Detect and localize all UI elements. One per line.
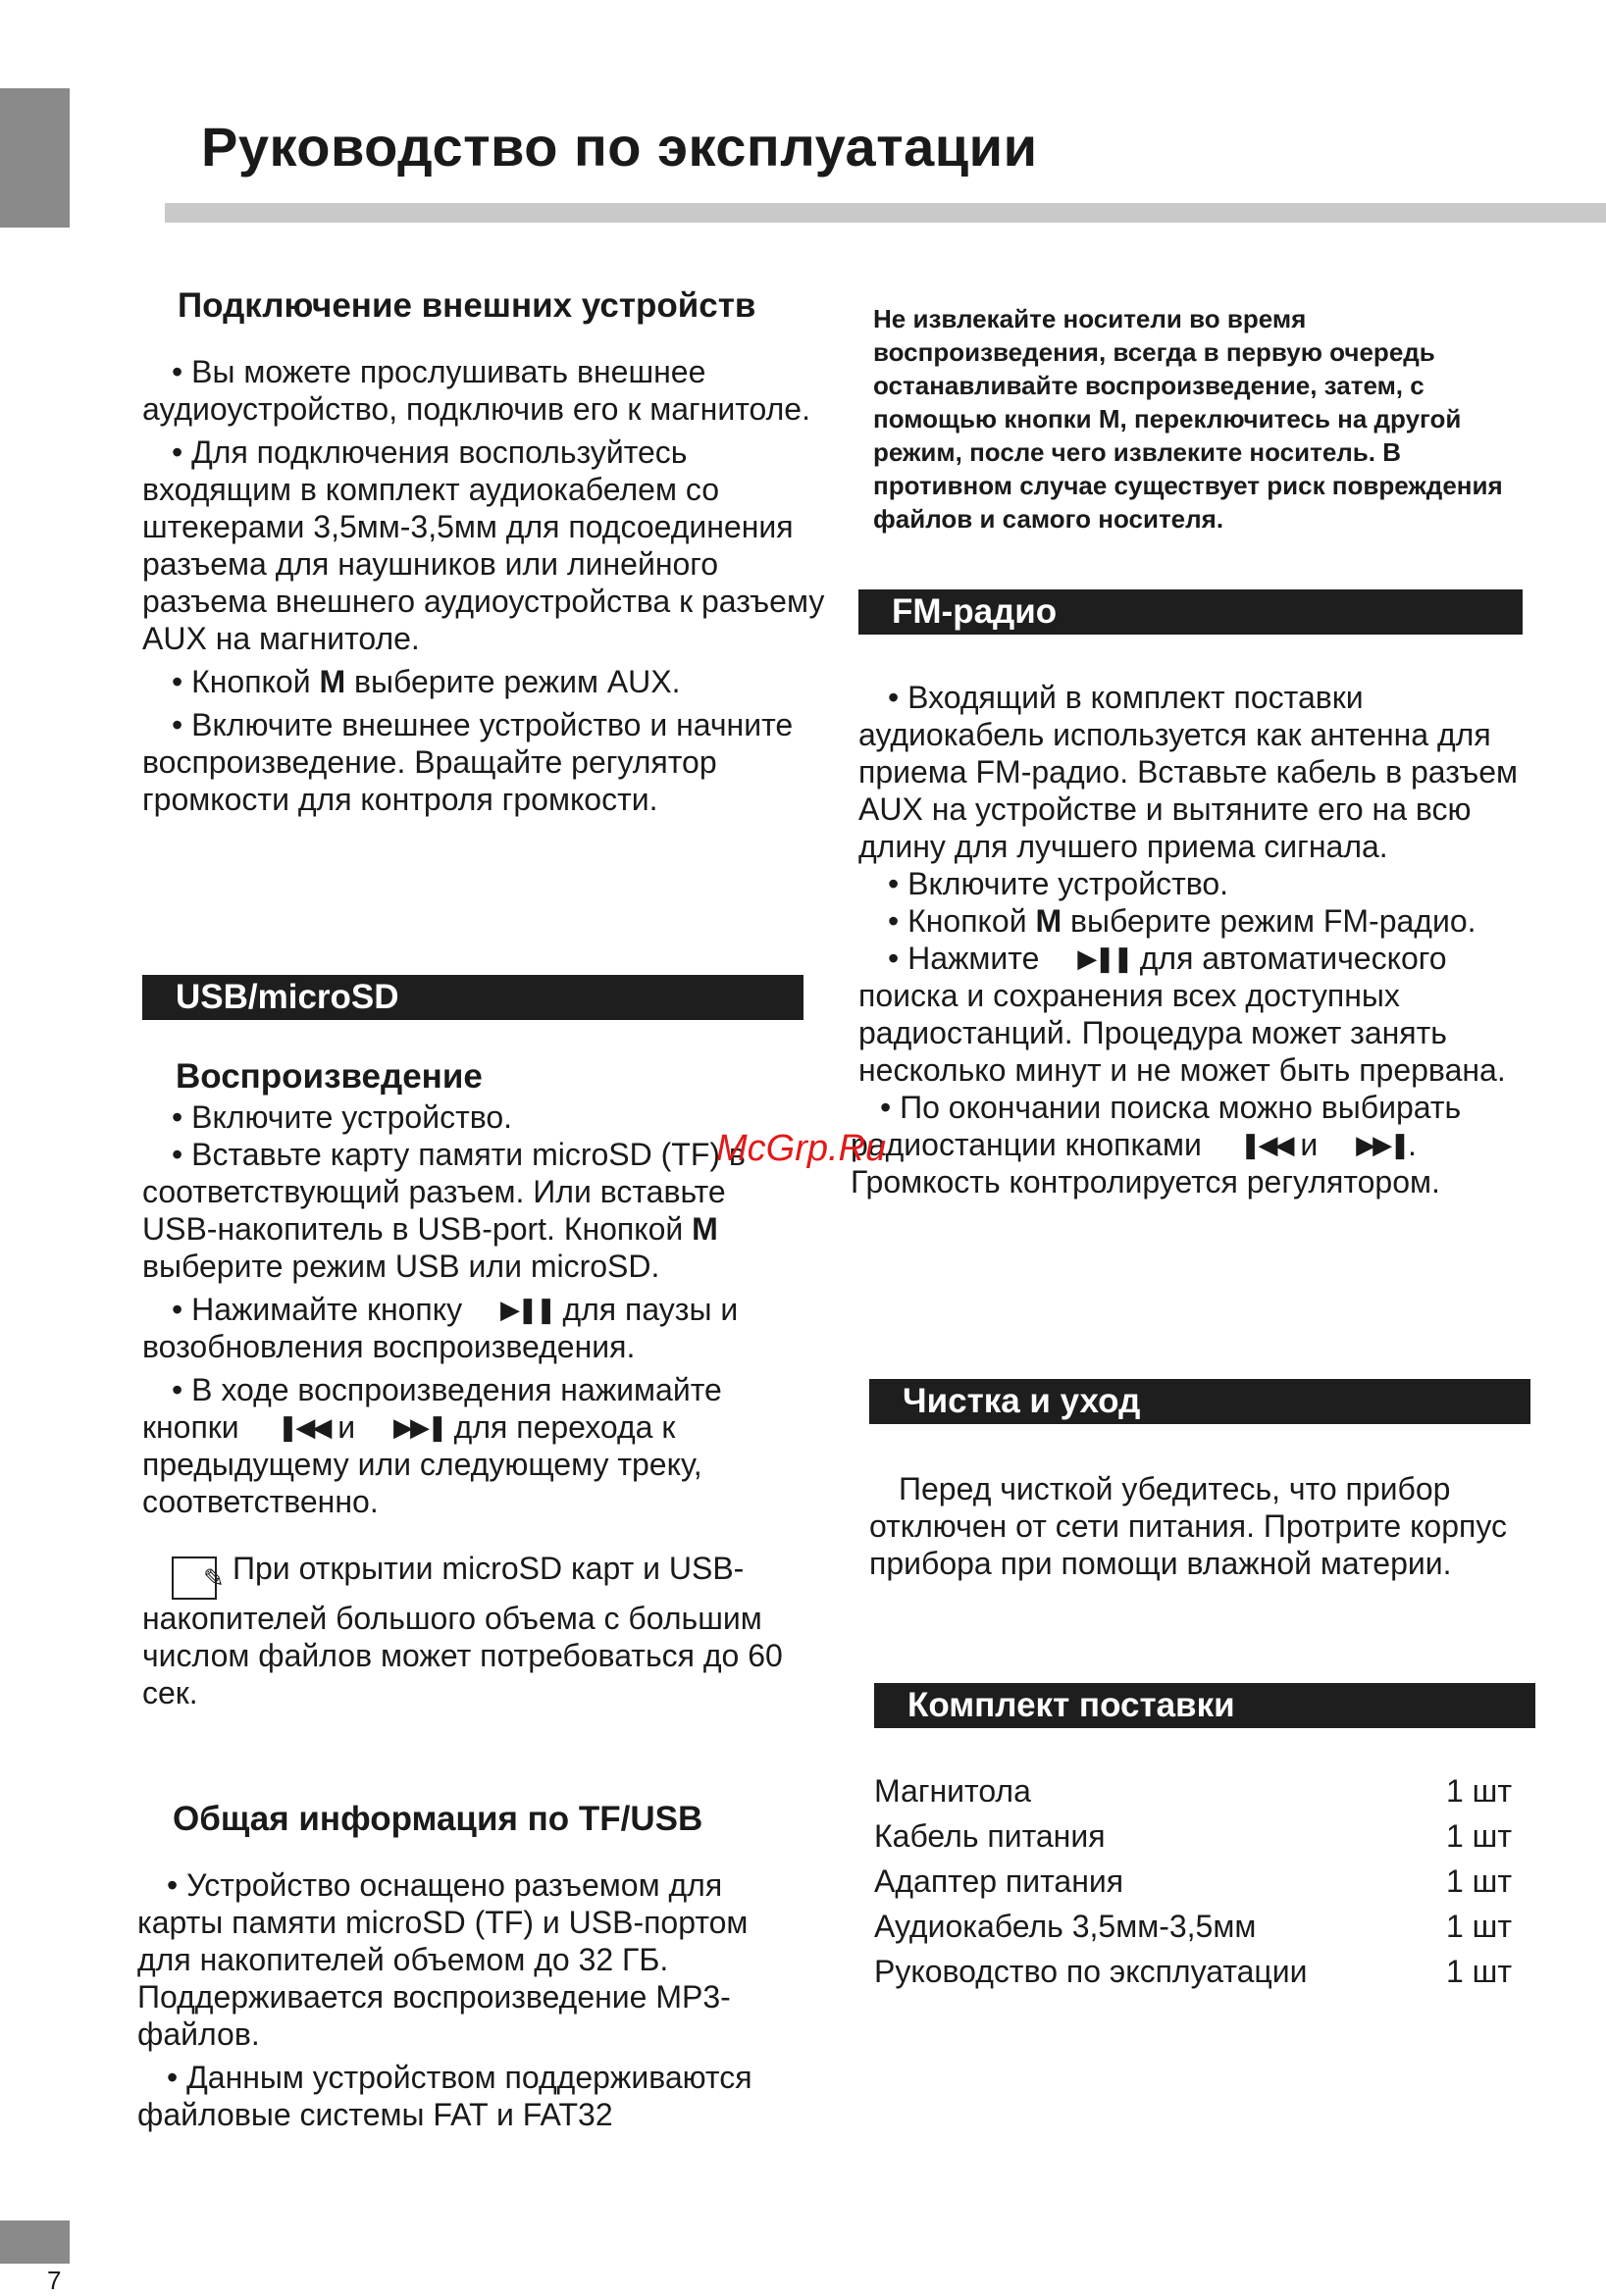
usb-section-bar: USB/microSD	[142, 975, 803, 1020]
kit-item-qty: 1 шт	[1445, 1862, 1512, 1899]
watermark: McGrp.Ru	[716, 1128, 887, 1169]
kit-item-name: Кабель питания	[874, 1817, 1106, 1854]
aux-paragraph-1: • Вы можете прослушивать внешнее аудиоустройство, подключив его к магнитоле.	[142, 354, 810, 427]
fm-paragraph-2: • Включите устройство.	[888, 866, 1229, 901]
kit-section-bar: Комплект поставки	[874, 1683, 1535, 1728]
page-tab-top	[0, 88, 70, 228]
m-key: M	[692, 1211, 718, 1247]
tf-paragraph-2: • Данным устройством поддерживаются файловые системы FAT и FAT32	[137, 2060, 752, 2132]
usb-note: ✎ При открытии microSD карт и USB-накопителей большого объема с большим числом файлов может потребоваться до 60 сек.	[142, 1551, 783, 1710]
tf-section	[137, 1800, 804, 2139]
fm-paragraph-3: • Кнопкой M выберите режим FM-радио.	[888, 903, 1476, 939]
usb-section	[142, 1057, 809, 1717]
kit-item-qty: 1 шт	[1445, 1772, 1512, 1809]
aux-paragraph-4: • Включите внешнее устройство и начните воспроизведение. Вращайте регулятор громкости для контроля громкости.	[142, 707, 794, 817]
pencil-icon: ✎	[172, 1556, 217, 1600]
playback-heading: Воспроизведение	[176, 1057, 483, 1096]
play-pause-icon: ▶❚❚	[499, 1295, 554, 1324]
aux-heading: Подключение внешних устройств	[178, 286, 756, 325]
tf-paragraph-1: • Устройство оснащено разъемом для карты памяти microSD (TF) и USB-портом для накопителей объемом до 32 ГБ. Поддерживается воспроизведение MP3-файлов.	[137, 1867, 749, 2052]
page-tab-bottom	[0, 2220, 70, 2264]
kit-row	[874, 1949, 1512, 1994]
aux-section	[142, 286, 829, 824]
fm-paragraph-4: • Нажмите ▶❚❚ для автоматического поиска и сохранения всех доступных радиостанций. Процедура может занять несколько минут и не может быть прервана.	[858, 941, 1506, 1088]
previous-track-icon: ❚◀◀	[277, 1412, 330, 1442]
next-track-icon: ▶▶❚	[1356, 1130, 1408, 1159]
m-key: M	[319, 664, 346, 699]
kit-row	[874, 1813, 1512, 1859]
kit-row	[874, 1859, 1512, 1904]
kit-row	[874, 1768, 1512, 1813]
page-title: Руководство по эксплуатации	[201, 116, 1038, 178]
page-number: 7	[47, 2266, 62, 2295]
fm-section	[851, 679, 1545, 1206]
kit-item-qty: 1 шт	[1445, 1953, 1512, 1989]
fm-paragraph-1: • Входящий в комплект поставки аудиокабель используется как антенна для приема FM-радио. Вставьте кабель в разъем AUX на устройстве и вытяните его на всю длину для лучшего приема сигнала.	[858, 680, 1518, 864]
kit-item-name: Магнитола	[874, 1772, 1031, 1809]
kit-item-name: Аудиокабель 3,5мм-3,5мм	[874, 1908, 1257, 1944]
aux-paragraph-3: • Кнопкой M выберите режим AUX.	[172, 664, 681, 699]
aux-paragraph-2: • Для подключения воспользуйтесь входящим в комплект аудиокабелем со штекерами 3,5мм-3,5мм для подсоединения разъема для наушников или линейного разъема внешнего аудиоустройства к разъему AUX на магнитоле.	[142, 434, 825, 656]
kit-item-qty: 1 шт	[1445, 1908, 1512, 1944]
previous-track-icon: ❚◀◀	[1239, 1130, 1292, 1159]
next-track-icon: ▶▶❚	[393, 1412, 445, 1442]
usb-paragraph-4: • В ходе воспроизведения нажимайте кнопки ❚◀◀ и ▶▶❚ для перехода к предыдущему или следующему треку, соответственно.	[142, 1372, 722, 1519]
play-pause-icon: ▶❚❚	[1077, 944, 1131, 973]
usb-paragraph-2: • Вставьте карту памяти microSD (TF) в соответствующий разъем. Или вставьте USB-накопитель в USB-port. Кнопкой M выберите режим USB или microSD.	[142, 1137, 746, 1284]
m-key: M	[1035, 903, 1062, 939]
title-rule	[165, 203, 1606, 223]
care-section-bar: Чистка и уход	[869, 1379, 1530, 1424]
kit-item-name: Адаптер питания	[874, 1862, 1124, 1899]
tf-heading: Общая информация по TF/USB	[173, 1800, 703, 1838]
kit-item-name: Руководство по эксплуатации	[874, 1953, 1308, 1989]
fm-section-bar: FM-радио	[858, 589, 1523, 635]
kit-item-qty: 1 шт	[1445, 1817, 1512, 1854]
fm-paragraph-5: • По окончании поиска можно выбирать радиостанции кнопками ❚◀◀ и ▶▶❚. Громкость контролируется регулятором.	[851, 1090, 1462, 1199]
kit-row	[874, 1904, 1512, 1949]
usb-paragraph-1: • Включите устройство.	[172, 1099, 513, 1135]
removal-warning: Не извлекайте носители во время воспроизведения, всегда в первую очередь останавливайте воспроизведение, затем, с помощью кнопки M, переключитесь на другой режим, после чего извлеките носитель. В противном случае существует риск повреждения файлов и самого носителя.	[873, 304, 1503, 534]
usb-paragraph-3: • Нажимайте кнопку ▶❚❚ для паузы и возобновления воспроизведения.	[142, 1292, 739, 1364]
care-text: Перед чисткой убедитесь, что прибор отключен от сети питания. Протрите корпус прибора при помощи влажной материи.	[869, 1471, 1507, 1581]
kit-table	[874, 1768, 1512, 1994]
